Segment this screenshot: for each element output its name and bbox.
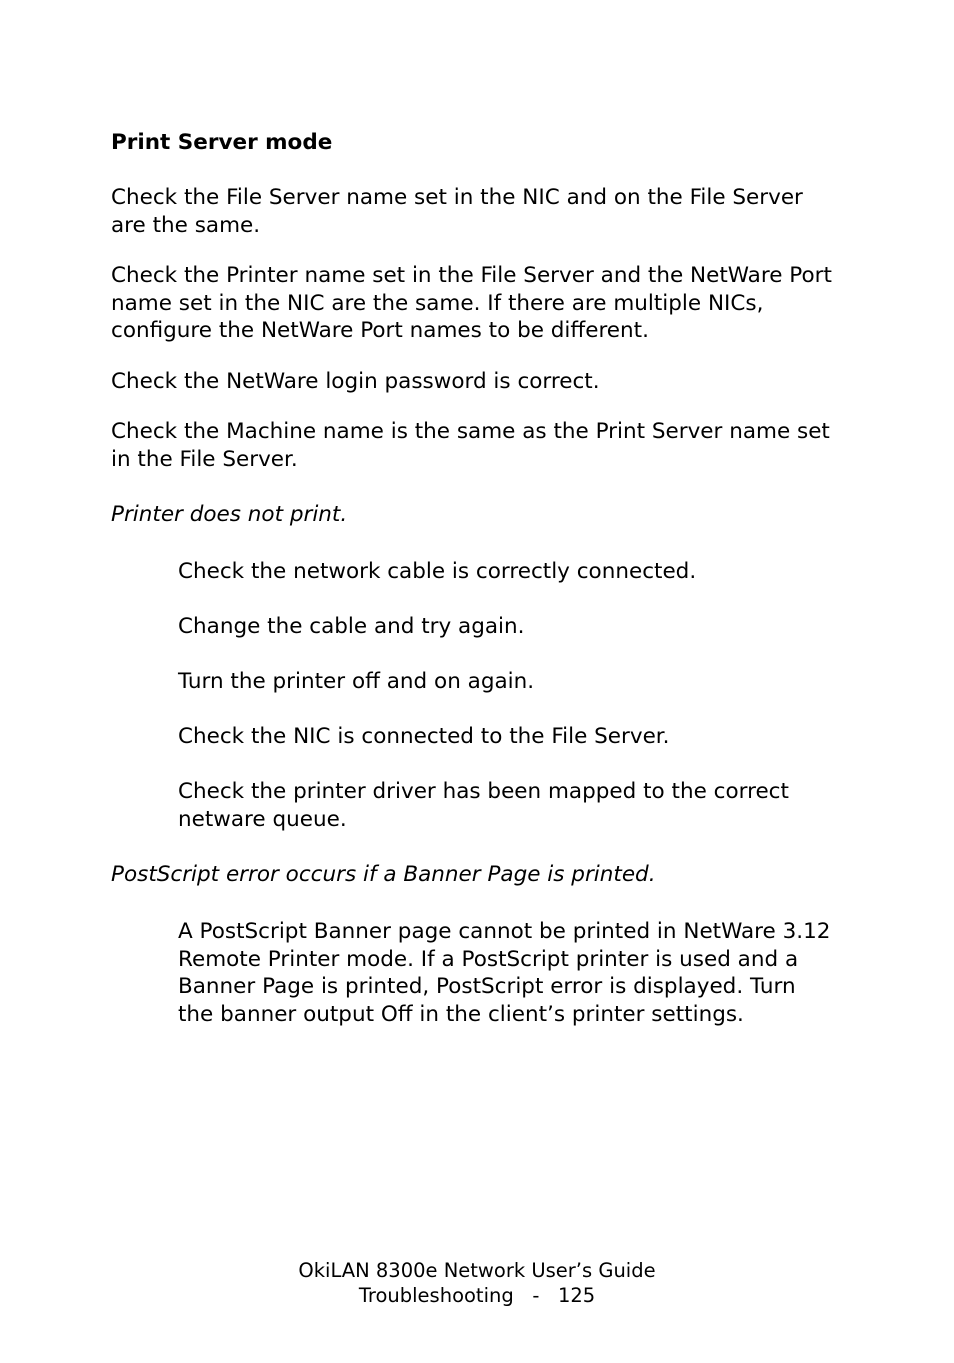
problem-title: Printer does not print. (111, 502, 348, 527)
paragraph-line: configure the NetWare Port names to be different. (111, 318, 649, 343)
paragraph-line: name set in the NIC are the same. If there are multiple NICs, (111, 291, 764, 316)
paragraph-line: are the same. (111, 213, 261, 238)
solution-line: the banner output Off in the client’s printer settings. (178, 1002, 744, 1027)
paragraph-line: Check the Machine name is the same as the Print Server name set (111, 419, 830, 444)
step-line: Change the cable and try again. (178, 614, 525, 639)
footer-chapter-page: Troubleshooting - 125 (358, 1284, 596, 1307)
paragraph-line: Check the Printer name set in the File Server and the NetWare Port (111, 263, 832, 288)
step-line: Check the NIC is connected to the File Server. (178, 724, 670, 749)
paragraph-line: Check the NetWare login password is correct. (111, 369, 600, 394)
step-line: Check the printer driver has been mapped to the correct (178, 779, 789, 804)
step-line: Check the network cable is correctly connected. (178, 559, 697, 584)
paragraph-line: Check the File Server name set in the NIC and on the File Server (111, 185, 803, 210)
step-line: netware queue. (178, 807, 347, 832)
solution-line: Banner Page is printed, PostScript error is displayed. Turn (178, 974, 796, 999)
problem-title: PostScript error occurs if a Banner Page is printed. (111, 862, 656, 887)
section-heading: Print Server mode (111, 130, 333, 155)
footer-guide-title: OkiLAN 8300e Network User’s Guide (298, 1259, 656, 1282)
document-page (111, 0, 881, 1363)
paragraph-line: in the File Server. (111, 447, 298, 472)
step-line: Turn the printer off and on again. (178, 669, 535, 694)
solution-line: A PostScript Banner page cannot be printed in NetWare 3.12 (178, 919, 831, 944)
solution-line: Remote Printer mode. If a PostScript printer is used and a (178, 947, 799, 972)
